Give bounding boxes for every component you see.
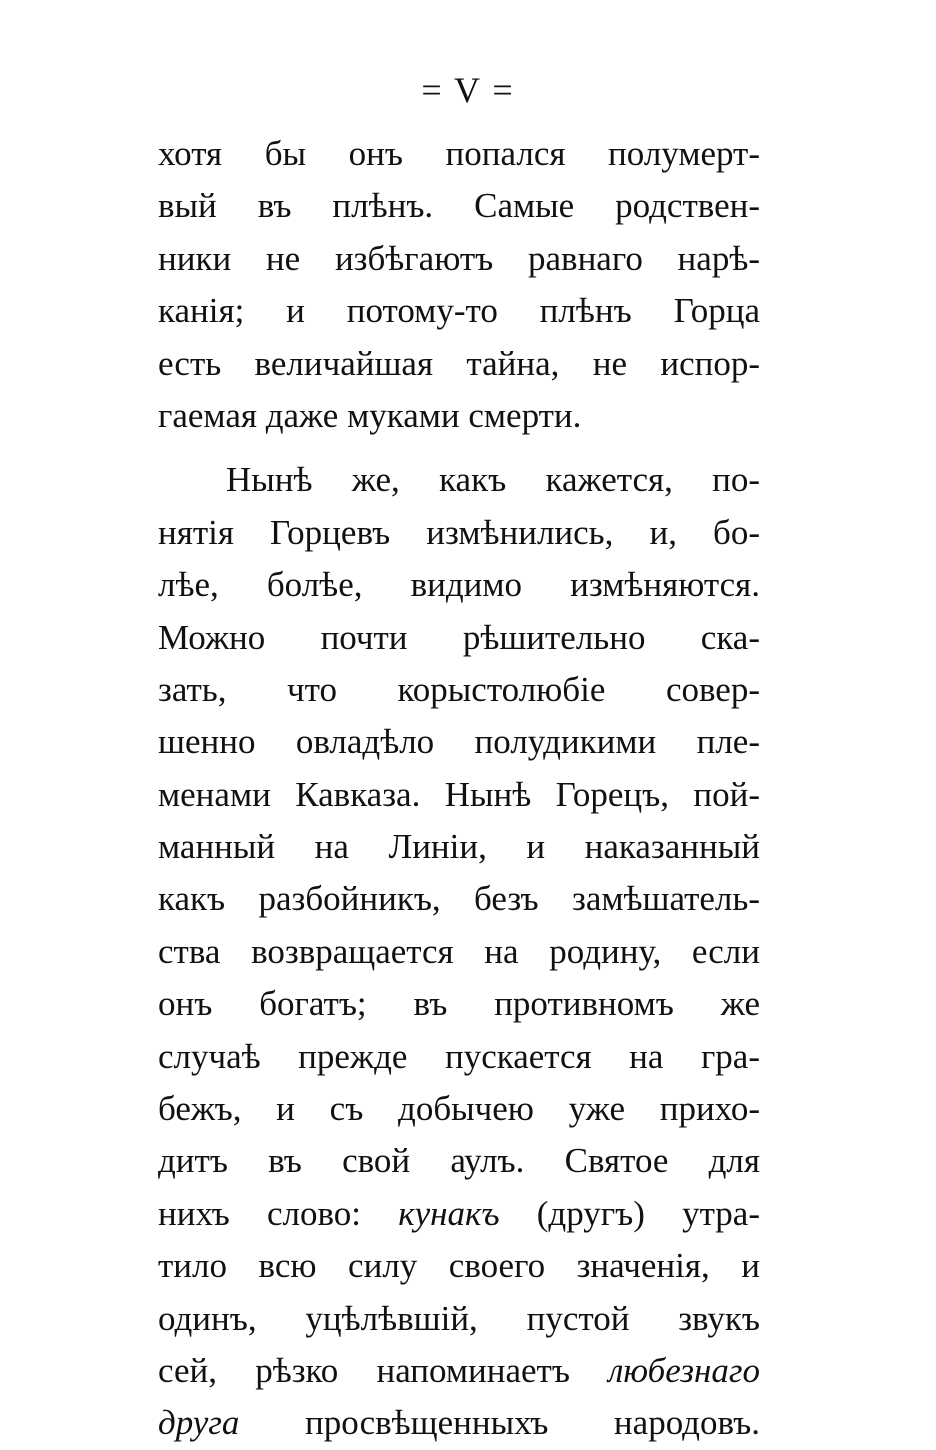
text-line	[158, 769, 760, 821]
text-segment: ства возвращается на родину, если	[158, 931, 760, 971]
text-segment: ники не избѣгаютъ равнаго нарѣ-	[158, 238, 760, 278]
text-segment: (другъ) утра-	[499, 1193, 760, 1233]
text-line	[158, 128, 760, 180]
page-number: = V =	[421, 70, 515, 110]
text-segment: менами Кавказа. Нынѣ Горецъ, пой-	[158, 774, 760, 814]
text-segment: Нынѣ же, какъ кажется, по-	[226, 460, 760, 500]
text-line	[158, 338, 760, 390]
text-line	[158, 664, 760, 716]
text-line	[158, 507, 760, 559]
text-segment: хотя бы онъ попался полумерт-	[158, 134, 760, 173]
text-segment: сей, рѣзко напоминаетъ	[158, 1350, 609, 1390]
text-segment: нятія Горцевъ измѣнились, и, бо-	[158, 512, 760, 552]
text-segment: вый въ плѣнъ. Самые родствен-	[158, 186, 760, 226]
text-line	[158, 1083, 760, 1135]
text-line	[158, 390, 760, 442]
text-segment: дитъ въ свой аулъ. Святое для	[158, 1141, 760, 1181]
text-line	[158, 873, 760, 925]
text-segment: просвѣщенныхъ народовъ.	[239, 1403, 760, 1443]
text-line	[158, 1240, 760, 1292]
text-segment: шенно овладѣло полудикими пле-	[158, 722, 760, 762]
text-segment: одинъ, уцѣлѣвшій, пустой звукъ	[158, 1298, 760, 1338]
text-segment: канія; и потому-то плѣнъ Горца	[158, 291, 760, 331]
text-segment: манный на Линіи, и наказанный	[158, 827, 760, 867]
text-line	[158, 454, 760, 506]
text-line	[158, 926, 760, 978]
text-line	[158, 285, 760, 337]
text-line	[158, 1397, 760, 1449]
text-line	[158, 559, 760, 611]
paragraph-gap	[158, 442, 760, 454]
text-segment: гаемая даже муками смерти.	[158, 395, 582, 435]
text-line	[158, 821, 760, 873]
body-text	[158, 128, 760, 1450]
text-line	[158, 1135, 760, 1187]
text-line	[158, 612, 760, 664]
text-line	[158, 1188, 760, 1240]
text-line	[158, 1293, 760, 1345]
text-segment: есть величайшая тайна, не испор-	[158, 343, 760, 383]
text-line	[158, 1031, 760, 1083]
text-segment: зать, что корыстолюбіе совер-	[158, 669, 760, 709]
text-segment: какъ разбойникъ, безъ замѣшатель-	[158, 879, 760, 919]
text-line	[158, 716, 760, 768]
text-segment: Можно почти рѣшительно ска-	[158, 617, 760, 657]
text-segment: онъ богатъ; въ противномъ же	[158, 984, 760, 1024]
text-line	[158, 1345, 760, 1397]
paragraph	[158, 128, 760, 442]
text-segment: бежъ, и съ добычею уже прихо-	[158, 1089, 760, 1129]
text-line	[158, 978, 760, 1030]
italic-text: любезнаго	[608, 1350, 760, 1390]
text-segment: лѣе, болѣе, видимо измѣняются.	[158, 565, 760, 605]
text-line	[158, 233, 760, 285]
text-segment: случаѣ прежде пускается на гра-	[158, 1036, 760, 1076]
italic-text: кунакъ	[398, 1193, 500, 1233]
italic-text: друга	[158, 1403, 240, 1443]
paragraph	[158, 454, 760, 1449]
text-line	[158, 180, 760, 232]
text-segment: нихъ слово:	[158, 1193, 399, 1233]
text-segment: тило всю силу своего значенія, и	[158, 1246, 760, 1286]
